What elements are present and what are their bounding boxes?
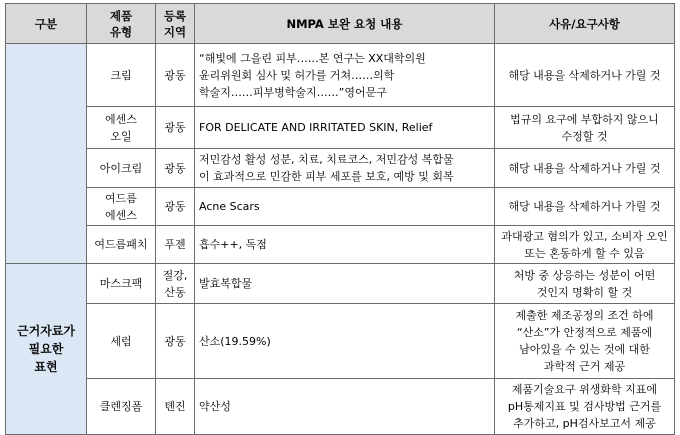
reason-cell: 처방 중 상응하는 성분이 어떤 것인지 명확히 할 것 bbox=[495, 264, 675, 304]
region-cell: 푸젠 bbox=[156, 226, 195, 264]
table-row bbox=[6, 226, 675, 264]
category-cell-1 bbox=[6, 44, 87, 264]
content-cell: 흡수++, 독점 bbox=[195, 226, 495, 264]
product-type-cell: 크림 bbox=[87, 44, 156, 107]
header-reason: 사유/요구사항 bbox=[495, 4, 675, 44]
product-type-cell: 여드름패치 bbox=[87, 226, 156, 264]
header-product-type: 제품 유형 bbox=[87, 4, 156, 44]
content-cell: 약산성 bbox=[195, 379, 495, 435]
nmpa-request-table bbox=[5, 3, 675, 435]
reason-cell: 법규의 요구에 부합하지 않으니 수정할 것 bbox=[495, 107, 675, 149]
content-cell: 발효복합물 bbox=[195, 264, 495, 304]
category-cell-evidence: 근거자료가 필요한 표현 bbox=[6, 264, 87, 435]
table-row bbox=[6, 107, 675, 149]
region-cell: 톈진 bbox=[156, 379, 195, 435]
table-row bbox=[6, 44, 675, 107]
content-cell: 산소(19.59%) bbox=[195, 304, 495, 379]
content-cell: FOR DELICATE AND IRRITATED SKIN, Relief bbox=[195, 107, 495, 149]
table-row bbox=[6, 379, 675, 435]
region-cell: 광동 bbox=[156, 107, 195, 149]
table-row bbox=[6, 264, 675, 304]
header-region: 등록 지역 bbox=[156, 4, 195, 44]
table-row bbox=[6, 304, 675, 379]
region-cell: 광동 bbox=[156, 188, 195, 226]
header-content: NMPA 보완 요청 내용 bbox=[195, 4, 495, 44]
product-type-cell: 여드름 에센스 bbox=[87, 188, 156, 226]
content-cell: 저민감성 활성 성분, 치료, 치료코스, 저민감성 복합물 이 효과적으로 민감한 피부 세포를 보호, 예방 및 회복 bbox=[195, 149, 495, 188]
product-type-cell: 세럼 bbox=[87, 304, 156, 379]
header-row bbox=[6, 4, 675, 44]
product-type-cell: 마스크팩 bbox=[87, 264, 156, 304]
region-cell: 광동 bbox=[156, 44, 195, 107]
header-category: 구분 bbox=[6, 4, 87, 44]
product-type-cell: 클렌징폼 bbox=[87, 379, 156, 435]
region-cell: 광동 bbox=[156, 304, 195, 379]
content-cell: Acne Scars bbox=[195, 188, 495, 226]
reason-cell: 해당 내용을 삭제하거나 가릴 것 bbox=[495, 188, 675, 226]
reason-cell: 해당 내용을 삭제하거나 가릴 것 bbox=[495, 149, 675, 188]
reason-cell: 과대광고 혐의가 있고, 소비자 오인 또는 혼동하게 할 수 있음 bbox=[495, 226, 675, 264]
table-row bbox=[6, 149, 675, 188]
region-cell: 광동 bbox=[156, 149, 195, 188]
reason-cell: 해당 내용을 삭제하거나 가릴 것 bbox=[495, 44, 675, 107]
reason-cell: 제품기술요구 위생화학 지표에 pH통제지표 및 검사방법 근거를 추가하고, pH검사보고서 제공 bbox=[495, 379, 675, 435]
reason-cell: 제출한 제조공정의 조건 하에 “산소”가 안정적으로 제품에 남아있을 수 있는 것에 대한 과학적 근거 제공 bbox=[495, 304, 675, 379]
table-row bbox=[6, 188, 675, 226]
content-cell: “해빛에 그을린 피부……본 연구는 XX대학의원 윤리위원회 심사 및 허가를 거쳐……의학 학술지……피부병학술지……”영어문구 bbox=[195, 44, 495, 107]
product-type-cell: 에센스 오일 bbox=[87, 107, 156, 149]
product-type-cell: 아이크림 bbox=[87, 149, 156, 188]
region-cell: 절강, 산동 bbox=[156, 264, 195, 304]
